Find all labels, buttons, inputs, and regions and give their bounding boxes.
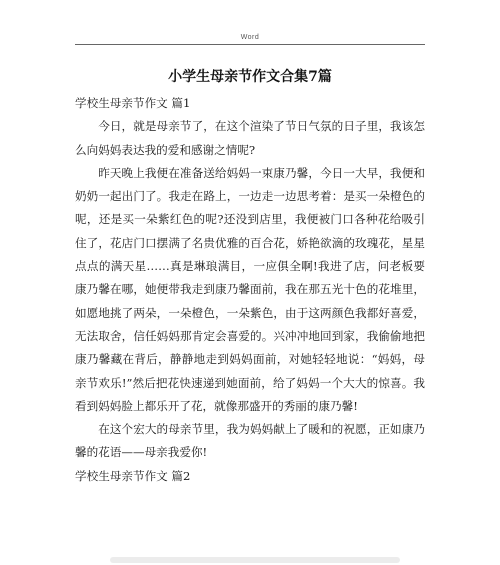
section-heading-2: 学校生母亲节作文 篇2 (75, 468, 191, 483)
header-divider (75, 44, 425, 45)
paragraph-2: 昨天晚上我便在准备送给妈妈一束康乃馨，今日一大早，我便和奶奶一起出门了。我走在路上，一边走一边思考着：是买一朵橙色的呢，还是买一朵紫红色的呢?还没到店里，我便被门口各种花给吸引住了，花店门口摆满了名贵优雅的百合花，娇艳欲滴的玫瑰花，星星点点的满天星……真是琳琅满目，一应俱全啊!我进了店，问老板要康乃馨在哪，她便带我走到康乃馨面前，我在那五光十色的花堆里，如愿地挑了两朵，一朵橙色，一朵紫色，由于这两颜色我都好喜爱，无法取舍，信任妈妈那肯定会喜爱的。兴冲冲地回到家，我偷偷地把康乃馨藏在背后，静静地走到妈妈面前，对她轻轻地说：“妈妈，母亲节欢乐!”然后把花快速递到她面前，给了妈妈一个大大的惊喜。我看到妈妈脸上都乐开了花，就像那盛开的秀丽的康乃馨! (75, 165, 425, 413)
section-heading-1: 学校生母亲节作文 篇1 (75, 96, 191, 110)
paragraph-3: 在这个宏大的母亲节里，我为妈妈献上了暖和的祝愿，正如康乃馨的花语——母亲我爱你! (75, 422, 425, 460)
paragraph-1: 今日，就是母亲节了，在这个渲染了节日气氛的日子里，我该怎么向妈妈表达我的爱和感谢之情呢? (75, 119, 425, 157)
document-body (75, 92, 425, 488)
blurred-text-fragment (110, 557, 400, 563)
header-label: Word (240, 34, 260, 41)
document-title: 小学生母亲节作文合集7篇 (168, 69, 332, 85)
